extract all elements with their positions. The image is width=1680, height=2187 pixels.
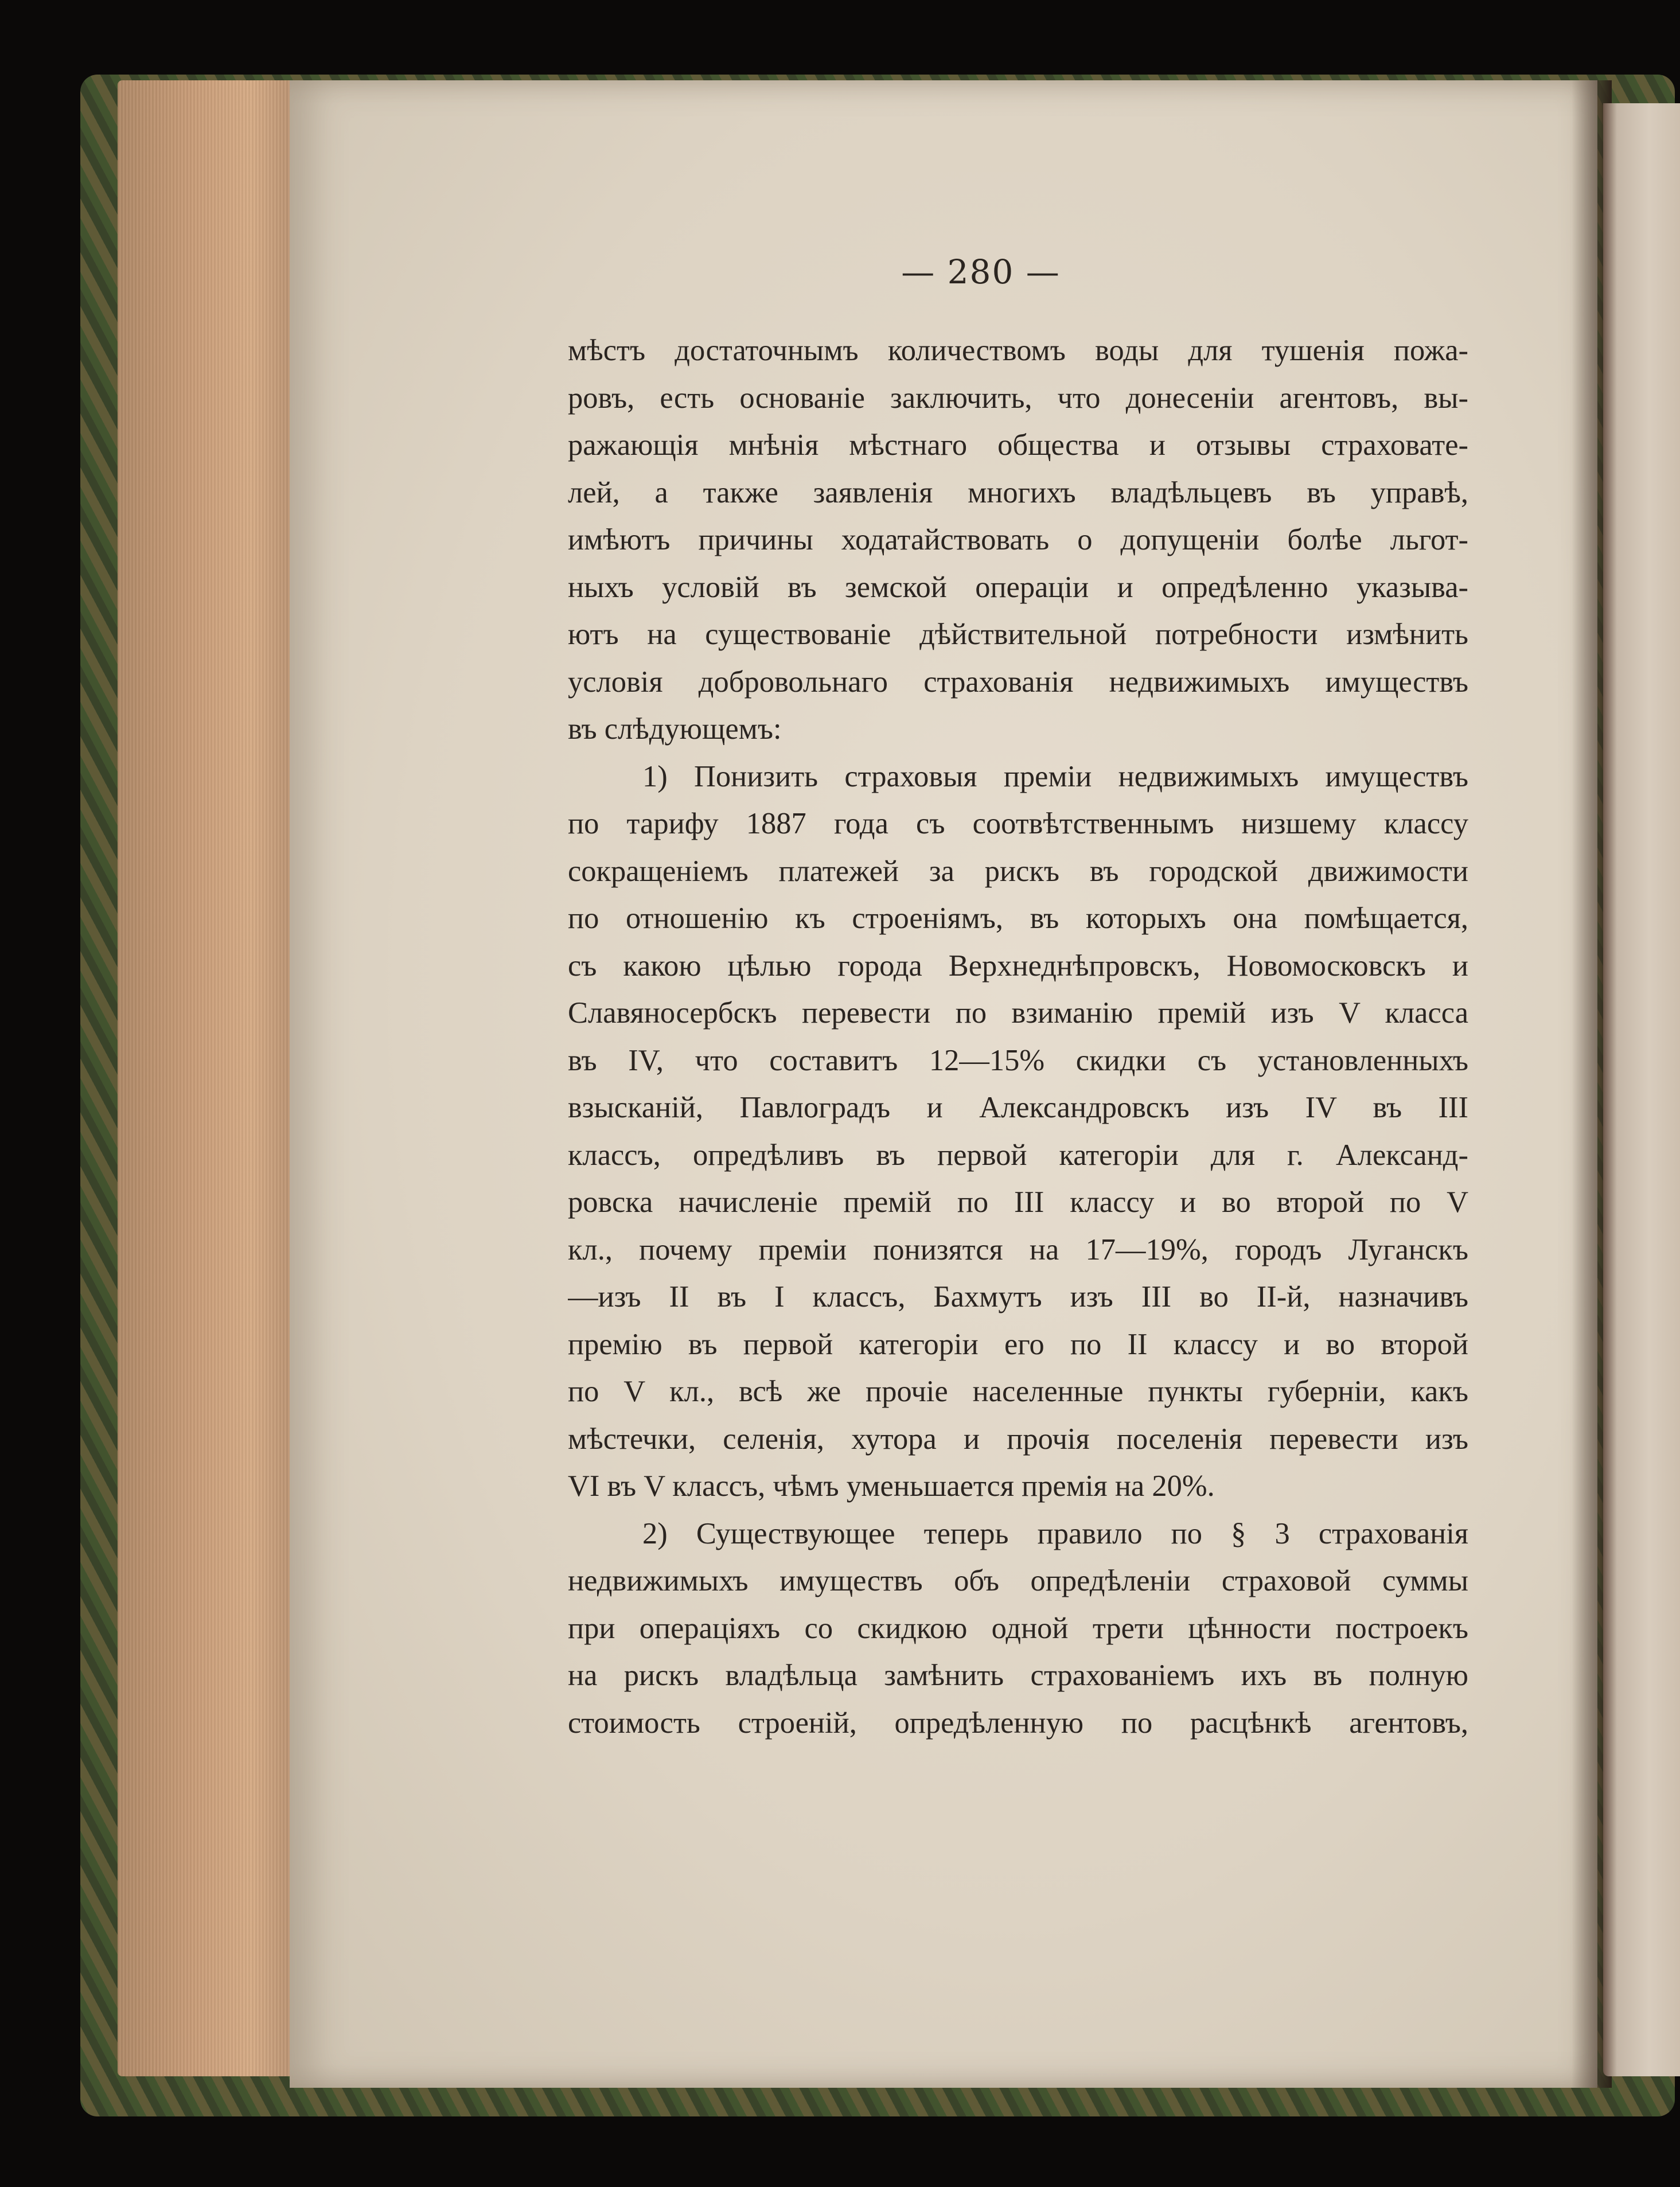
- text-line: при операціяхъ со скидкою одной трети цѣнности построекъ: [568, 1611, 1468, 1645]
- text-line: мѣстъ достаточнымъ количествомъ воды для тушенія пожа-: [568, 334, 1468, 367]
- text-line: кл., почему преміи понизятся на 17—19%, городъ Луганскъ: [568, 1233, 1468, 1266]
- text-block: [568, 327, 1468, 1747]
- page-number: — 280 —: [901, 252, 1061, 291]
- text-line: по тарифу 1887 года съ соотвѣтственнымъ низшему классу: [568, 807, 1468, 840]
- text-line: имѣютъ причины ходатайствовать о допущеніи болѣе льгот-: [568, 523, 1468, 556]
- text-line: условія добровольнаго страхованія недвижимыхъ имуществъ: [568, 665, 1468, 699]
- text-line: недвижимыхъ имуществъ объ опредѣленіи страховой суммы: [568, 1564, 1468, 1597]
- text-line: лей, а также заявленія многихъ владѣльцевъ въ управѣ,: [568, 475, 1468, 509]
- text-line: въ слѣдующемъ:: [568, 712, 782, 746]
- text-line: 1) Понизить страховыя преміи недвижимыхъ имуществъ: [642, 759, 1468, 793]
- text-line: VI въ V классъ, чѣмъ уменьшается премія на 20%.: [568, 1469, 1215, 1503]
- text-line: классъ, опредѣливъ въ первой категоріи для г. Александ-: [568, 1138, 1468, 1172]
- text-line: ражающія мнѣнія мѣстнаго общества и отзывы страховате-: [568, 428, 1468, 462]
- text-line: по V кл., всѣ же прочіе населенные пункты губерніи, какъ: [568, 1375, 1468, 1408]
- text-line: Славяносербскъ перевести по взиманію премій изъ V класса: [568, 996, 1468, 1030]
- text-line: въ IV, что составитъ 12—15% скидки съ установленныхъ: [568, 1043, 1468, 1077]
- text-line: 2) Существующее теперь правило по § 3 страхованія: [642, 1517, 1468, 1550]
- text-line: на рискъ владѣльца замѣнить страхованіемъ ихъ въ полную: [568, 1659, 1468, 1692]
- text-line: мѣстечки, селенія, хутора и прочія поселенія перевести изъ: [568, 1422, 1468, 1456]
- page-edges: [118, 80, 295, 2076]
- text-line: ныхъ условій въ земской операціи и опредѣленно указыва-: [568, 570, 1468, 604]
- text-line: ровъ, есть основаніе заключить, что донесеніи агентовъ, вы-: [568, 381, 1468, 415]
- text-line: съ какою цѣлью города Верхнеднѣпровскъ, Новомосковскъ и: [568, 949, 1468, 983]
- text-line: —изъ II въ I классъ, Бахмутъ изъ III во II-й, назначивъ: [568, 1280, 1468, 1313]
- text-line: стоимость строеній, опредѣленную по расцѣнкѣ агентовъ,: [568, 1706, 1468, 1740]
- text-line: ютъ на существованіе дѣйствительной потребности измѣнить: [568, 618, 1468, 651]
- text-line: по отношенію къ строеніямъ, въ которыхъ она помѣщается,: [568, 902, 1468, 935]
- text-line: премію въ первой категоріи его по II классу и во второй: [568, 1327, 1468, 1361]
- text-line: взысканій, Павлоградъ и Александровскъ изъ IV въ III: [568, 1091, 1468, 1124]
- text-line: ровска начисленіе премій по III классу и во второй по V: [568, 1186, 1468, 1219]
- facing-page: [1603, 103, 1680, 2076]
- text-line: сокращеніемъ платежей за рискъ въ городской движимости: [568, 854, 1468, 888]
